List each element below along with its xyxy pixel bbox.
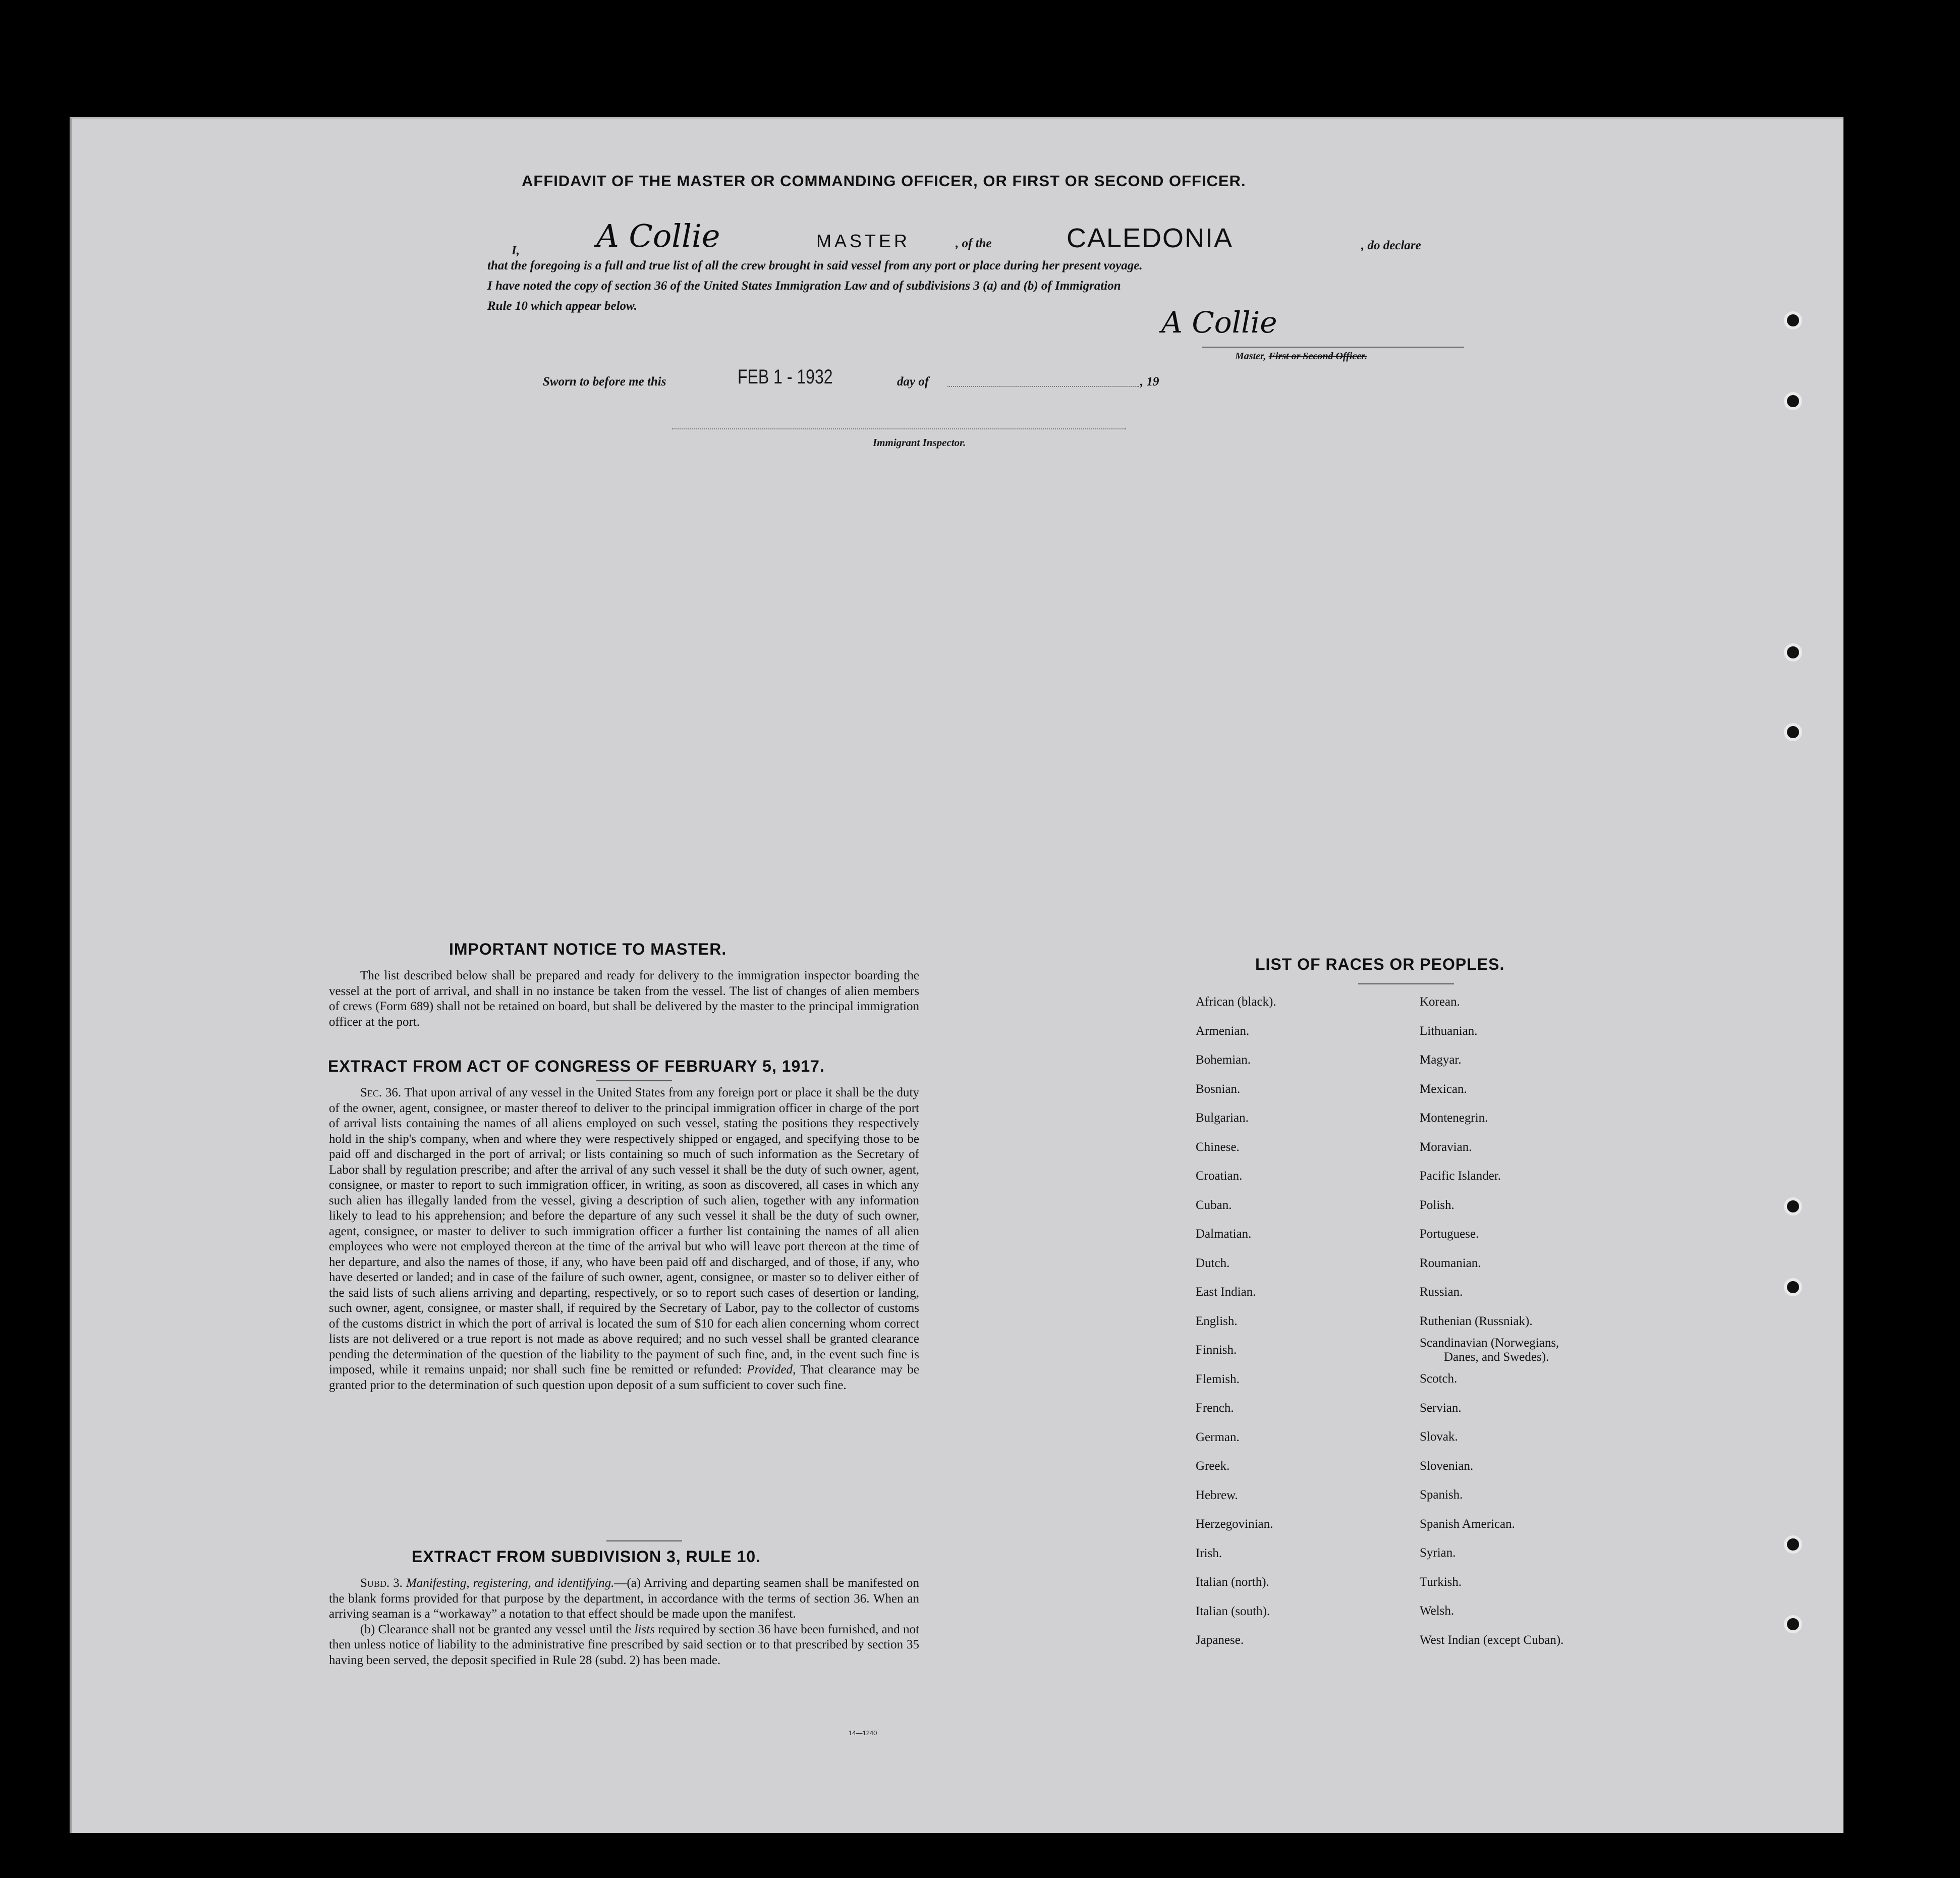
- race-item: Dalmatian.: [1196, 1227, 1252, 1241]
- year-label: , 19: [1140, 375, 1159, 389]
- race-item: Hebrew.: [1196, 1488, 1238, 1502]
- signature-line: [1202, 347, 1464, 348]
- race-item: Irish.: [1196, 1546, 1222, 1560]
- race-item: Magyar.: [1420, 1053, 1462, 1067]
- race-item: Japanese.: [1196, 1633, 1244, 1647]
- officer-signature: A Collie: [1161, 305, 1277, 340]
- act-extract-section: [329, 1085, 919, 1393]
- race-item: Mexican.: [1420, 1082, 1467, 1096]
- affidavit-intro: I,: [512, 244, 520, 257]
- section-36-text: [329, 1085, 919, 1393]
- act-extract-title: EXTRACT FROM ACT OF CONGRESS OF FEBRUARY 5, 1917.: [328, 1057, 825, 1075]
- race-item: Slovenian.: [1420, 1459, 1474, 1473]
- race-item: Bohemian.: [1196, 1053, 1251, 1067]
- proviso-word: Provided,: [747, 1363, 796, 1376]
- para-b-lists: lists: [634, 1622, 655, 1636]
- race-item: Cuban.: [1196, 1198, 1232, 1212]
- section-36-label: Sec. 36.: [360, 1086, 402, 1099]
- notice-section: [329, 968, 919, 1030]
- race-item: Ruthenian (Russniak).: [1420, 1314, 1533, 1328]
- vessel-name: CALEDONIA: [1067, 223, 1234, 253]
- race-item: Flemish.: [1196, 1372, 1240, 1386]
- inspector-label: Immigrant Inspector.: [873, 436, 966, 449]
- manifest-sheet: [70, 117, 1843, 1833]
- race-item: West Indian (except Cuban).: [1420, 1633, 1564, 1647]
- binder-hole: [1784, 1278, 1802, 1296]
- binder-hole: [1784, 392, 1802, 410]
- race-item: Polish.: [1420, 1198, 1454, 1212]
- notice-title: IMPORTANT NOTICE TO MASTER.: [449, 940, 727, 958]
- race-item: Croatian.: [1196, 1169, 1243, 1183]
- subd-paragraph-a: —(a) Arriving and departing seamen shall be manifested on the blank forms provided for that purpose by the department, in accordance with the terms of section 36. When an arriving seaman is a “workaway” a notation to that effect should be made upon the manifest.: [329, 1576, 919, 1621]
- section-36-body: That upon arrival of any vessel in the United States from any foreign port or place it shall be the duty of the owner, agent, consignee, or master thereof to deliver to the principal immigration officer in charge of the port of arrival lists containing the names of all aliens employed on such vessel, stating the positions they respectively hold in the ship's company, when and where they were respectively shipped or engaged, and specifying those to be paid off and discharged in the port of arrival; or lists containing so much of such information as the Secretary of Labor shall by regulation prescribe; and after the arrival of any such vessel it shall be the duty of such owner, agent, consignee, or master to report to such immigration officer, in writing, as soon as discovered, all cases in which any such alien has illegally landed from the vessel, giving a description of such alien, together with any information likely to lead to his apprehension; and before the departure of any such vessel it shall be the duty of such owner, agent, consignee, or master to deliver to such immigration officer a further list containing the names of all alien employees who were not employed thereon at the time of the arrival but who will leave port thereon at the time of her departure, and also the names of those, if any, who have been paid off and discharged, and of those, if any, who have deserted or landed; and in case of the failure of such owner, agent, consignee, or master so to deliver either of the said lists of such aliens arriving and departing, respectively, or so to report such cases of desertion or landing, such owner, agent, consignee, or master shall, if required by the Secretary of Labor, pay to the collector of customs of the customs district in which the port of arrival is located the sum of $10 for each alien concerning whom correct lists are not delivered or a true report is not made as above required; and no such vessel shall be granted clearance pending the determination of the question of the liability to the payment of such fine, and, in the event such fine is imposed, while it remains unpaid; nor shall such fine be remitted or refunded:: [329, 1086, 919, 1376]
- race-item: Roumanian.: [1420, 1256, 1481, 1270]
- race-item: Herzegovinian.: [1196, 1517, 1273, 1531]
- rule-extract-section: [329, 1576, 919, 1668]
- race-item: [1420, 1336, 1563, 1364]
- race-item: Syrian.: [1420, 1546, 1456, 1560]
- race-item: Finnish.: [1196, 1343, 1237, 1357]
- signature-caption-struck: First or Second Officer.: [1268, 351, 1367, 362]
- notice-text: The list described below shall be prepared and ready for delivery to the immigration inspector boarding the vessel at the port of arrival, and shall in no instance be taken from the vessel. The list of changes of alien members of crews (Form 689) shall not be retained on board, but shall be delivered by the master to the principal immigration officer at the port.: [329, 969, 919, 1029]
- races-title: LIST OF RACES OR PEOPLES.: [1255, 955, 1505, 973]
- signature-caption: [1235, 351, 1367, 362]
- form-number: 14—1240: [849, 1729, 877, 1737]
- binder-hole: [1784, 1615, 1802, 1633]
- race-item: Korean.: [1420, 995, 1460, 1009]
- race-item: Pacific Islander.: [1420, 1169, 1501, 1183]
- declaration-line: I have noted the copy of section 36 of the United States Immigration Law and of subdivisions 3 (a) and (b) of Immigration: [487, 279, 1121, 293]
- master-signature: A Collie: [596, 217, 720, 254]
- race-item: Welsh.: [1420, 1604, 1454, 1618]
- binder-hole: [1784, 311, 1802, 329]
- day-of-label: day of: [897, 375, 929, 389]
- declaration-line: that the foregoing is a full and true list of all the crew brought in said vessel from any port or place during her present voyage.: [487, 259, 1143, 272]
- rule-extract-title: EXTRACT FROM SUBDIVISION 3, RULE 10.: [412, 1548, 761, 1566]
- race-item: French.: [1196, 1401, 1234, 1415]
- race-item: Portuguese.: [1420, 1227, 1479, 1241]
- race-item: Dutch.: [1196, 1256, 1230, 1270]
- section-36-end: That clearance may be granted prior to the determination of such question upon deposit of a sum sufficient to cover such fine.: [329, 1363, 920, 1392]
- act-extract-rule: [596, 1080, 672, 1081]
- race-item-line: Scandinavian (Norwegians,: [1420, 1336, 1559, 1350]
- subd-3-paragraph-b: [329, 1622, 919, 1669]
- race-item: Greek.: [1196, 1459, 1230, 1473]
- races-title-rule: [1358, 983, 1454, 984]
- race-item: Montenegrin.: [1420, 1111, 1488, 1125]
- subd-heading: Manifesting, registering, and identifying.: [406, 1576, 614, 1590]
- race-item: English.: [1196, 1314, 1238, 1328]
- race-item: African (black).: [1196, 995, 1276, 1009]
- subd-3-paragraph-a: [329, 1576, 919, 1622]
- declaration-line: Rule 10 which appear below.: [487, 299, 638, 313]
- inspector-signature-field: [672, 428, 1126, 429]
- race-item: Turkish.: [1420, 1575, 1462, 1589]
- race-item: Bulgarian.: [1196, 1111, 1249, 1125]
- rule-extract-rule-top: [606, 1540, 682, 1541]
- binder-hole: [1784, 643, 1802, 661]
- binder-hole: [1784, 1535, 1802, 1554]
- signature-caption-master: Master,: [1235, 351, 1266, 362]
- para-b-end: required by section 36 have been furnished, and not then unless notice of liability to the administrative fine prescribed by said section or to that prescribed by section 35 having been served, the deposit specified in Rule 28 (subd. 2) has been made.: [329, 1622, 920, 1667]
- race-item: Lithuanian.: [1420, 1024, 1478, 1038]
- day-of-field: [947, 386, 1139, 387]
- race-item: Servian.: [1420, 1401, 1462, 1415]
- races-left-column: [1196, 987, 1276, 1655]
- race-item: German.: [1196, 1430, 1240, 1444]
- of-the-label: , of the: [956, 237, 992, 250]
- race-item: Italian (south).: [1196, 1604, 1270, 1618]
- race-item: Chinese.: [1196, 1140, 1240, 1154]
- race-item: Bosnian.: [1196, 1082, 1241, 1096]
- race-item: Italian (north).: [1196, 1575, 1269, 1589]
- sworn-date-stamp: FEB 1 - 1932: [738, 366, 833, 388]
- affidavit-title: AFFIDAVIT OF THE MASTER OR COMMANDING OFFICER, OR FIRST OR SECOND OFFICER.: [522, 172, 1246, 190]
- race-item: Scotch.: [1420, 1372, 1458, 1386]
- race-item: Spanish.: [1420, 1488, 1463, 1502]
- para-b-start: (b) Clearance shall not be granted any vessel until the: [360, 1622, 632, 1636]
- race-item-continuation: Danes, and Swedes).: [1444, 1350, 1549, 1364]
- rank-label: MASTER: [816, 231, 911, 251]
- race-item: Armenian.: [1196, 1024, 1250, 1038]
- binder-hole: [1784, 723, 1802, 741]
- races-right-column: [1420, 987, 1563, 1654]
- binder-hole: [1784, 1197, 1802, 1216]
- do-declare-label: , do declare: [1361, 239, 1421, 252]
- race-item: Russian.: [1420, 1285, 1463, 1299]
- race-item: Slovak.: [1420, 1430, 1458, 1444]
- sworn-label: Sworn to before me this: [543, 375, 666, 389]
- race-item: Moravian.: [1420, 1140, 1472, 1154]
- race-item: East Indian.: [1196, 1285, 1256, 1299]
- race-item: Spanish American.: [1420, 1517, 1515, 1531]
- subd-label: Subd. 3.: [360, 1576, 403, 1590]
